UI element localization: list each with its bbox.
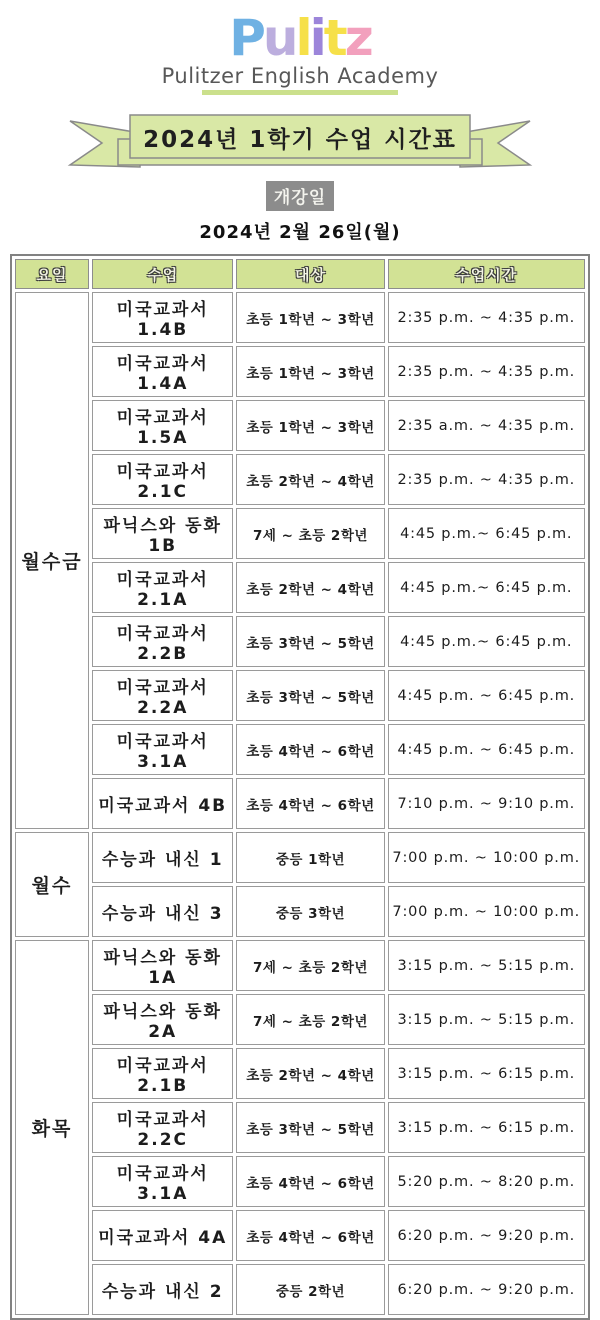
- target-grade: 7세 ~ 초등 2학년: [236, 508, 384, 559]
- day-group-monwedfri: 월수금: [15, 292, 89, 829]
- class-name: 파닉스와 동화 1A: [92, 940, 233, 991]
- logo-letter: u: [262, 9, 296, 67]
- table-row: [15, 616, 585, 667]
- class-time: 6:20 p.m. ~ 9:20 p.m.: [388, 1210, 586, 1261]
- target-grade: 7세 ~ 초등 2학년: [236, 994, 384, 1045]
- target-grade: 초등 2학년 ~ 4학년: [236, 454, 384, 505]
- class-name: 파닉스와 동화 1B: [92, 508, 233, 559]
- class-name: 미국교과서 2.1C: [92, 454, 233, 505]
- table-row: [15, 400, 585, 451]
- class-time: 4:45 p.m. ~ 6:45 p.m.: [388, 724, 586, 775]
- class-name: 파닉스와 동화 2A: [92, 994, 233, 1045]
- table-row: [15, 724, 585, 775]
- target-grade: 초등 3학년 ~ 5학년: [236, 1102, 384, 1153]
- class-time: 4:45 p.m.~ 6:45 p.m.: [388, 616, 586, 667]
- class-time: 3:15 p.m. ~ 5:15 p.m.: [388, 994, 586, 1045]
- table-row: [15, 1210, 585, 1261]
- title-ribbon: [0, 109, 600, 179]
- class-time: 2:35 a.m. ~ 4:35 p.m.: [388, 400, 586, 451]
- table-header-row: [15, 259, 585, 289]
- class-name: 미국교과서 2.2A: [92, 670, 233, 721]
- table-row: [15, 940, 585, 991]
- class-time: 3:15 p.m. ~ 5:15 p.m.: [388, 940, 586, 991]
- class-time: 7:10 p.m. ~ 9:10 p.m.: [388, 778, 586, 829]
- target-grade: 중등 3학년: [236, 886, 384, 937]
- target-grade: 초등 3학년 ~ 5학년: [236, 616, 384, 667]
- class-time: 6:20 p.m. ~ 9:20 p.m.: [388, 1264, 586, 1315]
- target-grade: 초등 1학년 ~ 3학년: [236, 400, 384, 451]
- logo-letter: z: [344, 9, 371, 67]
- table-row: [15, 1264, 585, 1315]
- class-time: 7:00 p.m. ~ 10:00 p.m.: [388, 886, 586, 937]
- target-grade: 초등 4학년 ~ 6학년: [236, 778, 384, 829]
- table-row: [15, 292, 585, 343]
- column-header-time: 수업시간: [388, 259, 586, 289]
- target-grade: 7세 ~ 초등 2학년: [236, 940, 384, 991]
- class-time: 3:15 p.m. ~ 6:15 p.m.: [388, 1102, 586, 1153]
- table-row: [15, 1156, 585, 1207]
- logo-letter: t: [323, 9, 345, 67]
- opening-date: 2024년 2월 26일(월): [199, 222, 401, 243]
- class-time: 7:00 p.m. ~ 10:00 p.m.: [388, 832, 586, 883]
- class-name: 수능과 내신 1: [92, 832, 233, 883]
- logo-wordmark: [0, 9, 600, 67]
- target-grade: 초등 4학년 ~ 6학년: [236, 1156, 384, 1207]
- class-name: 수능과 내신 3: [92, 886, 233, 937]
- class-name: 미국교과서 2.1A: [92, 562, 233, 613]
- table-row: [15, 346, 585, 397]
- class-time: 4:45 p.m. ~ 6:45 p.m.: [388, 670, 586, 721]
- table-row: [15, 778, 585, 829]
- class-time: 2:35 p.m. ~ 4:35 p.m.: [388, 346, 586, 397]
- class-time: 5:20 p.m. ~ 8:20 p.m.: [388, 1156, 586, 1207]
- target-grade: 초등 2학년 ~ 4학년: [236, 1048, 384, 1099]
- class-name: 미국교과서 1.4A: [92, 346, 233, 397]
- class-time: 2:35 p.m. ~ 4:35 p.m.: [388, 292, 586, 343]
- day-group-monwed: 월수: [15, 832, 89, 937]
- logo-letter: i: [309, 9, 324, 67]
- logo-letter: P: [229, 9, 263, 67]
- target-grade: 중등 2학년: [236, 1264, 384, 1315]
- target-grade: 초등 1학년 ~ 3학년: [236, 346, 384, 397]
- class-name: 미국교과서 1.5A: [92, 400, 233, 451]
- target-grade: 초등 4학년 ~ 6학년: [236, 724, 384, 775]
- class-time: 4:45 p.m.~ 6:45 p.m.: [388, 562, 586, 613]
- target-grade: 중등 1학년: [236, 832, 384, 883]
- poster-title: 2024년 1학기 수업 시간표: [143, 127, 457, 153]
- table-row: [15, 994, 585, 1045]
- column-header-day: 요일: [15, 259, 89, 289]
- day-group-tuethu: 화목: [15, 940, 89, 1315]
- table-row: [15, 1048, 585, 1099]
- class-time: 2:35 p.m. ~ 4:35 p.m.: [388, 454, 586, 505]
- class-time: 3:15 p.m. ~ 6:15 p.m.: [388, 1048, 586, 1099]
- opening-day-label: 개강일: [266, 181, 334, 211]
- class-name: 미국교과서 3.1A: [92, 724, 233, 775]
- table-row: [15, 670, 585, 721]
- academy-name: Pulitzer English Academy: [161, 64, 439, 88]
- column-header-class: 수업: [92, 259, 233, 289]
- opening-info: [0, 181, 600, 244]
- academy-logo: [0, 9, 600, 95]
- target-grade: 초등 2학년 ~ 4학년: [236, 562, 384, 613]
- table-row: [15, 1102, 585, 1153]
- class-name: 미국교과서 2.1B: [92, 1048, 233, 1099]
- class-name: 미국교과서 4A: [92, 1210, 233, 1261]
- class-name: 미국교과서 2.2C: [92, 1102, 233, 1153]
- table-row: [15, 832, 585, 883]
- logo-letter: l: [295, 9, 310, 67]
- class-name: 미국교과서 1.4B: [92, 292, 233, 343]
- schedule-table: [10, 254, 590, 1320]
- table-row: [15, 508, 585, 559]
- table-row: [15, 454, 585, 505]
- target-grade: 초등 4학년 ~ 6학년: [236, 1210, 384, 1261]
- logo-underline-bar: [202, 90, 398, 95]
- class-name: 미국교과서 2.2B: [92, 616, 233, 667]
- table-row: [15, 562, 585, 613]
- target-grade: 초등 1학년 ~ 3학년: [236, 292, 384, 343]
- class-name: 미국교과서 4B: [92, 778, 233, 829]
- class-time: 4:45 p.m.~ 6:45 p.m.: [388, 508, 586, 559]
- column-header-target: 대상: [236, 259, 384, 289]
- class-name: 미국교과서 3.1A: [92, 1156, 233, 1207]
- table-row: [15, 886, 585, 937]
- class-name: 수능과 내신 2: [92, 1264, 233, 1315]
- target-grade: 초등 3학년 ~ 5학년: [236, 670, 384, 721]
